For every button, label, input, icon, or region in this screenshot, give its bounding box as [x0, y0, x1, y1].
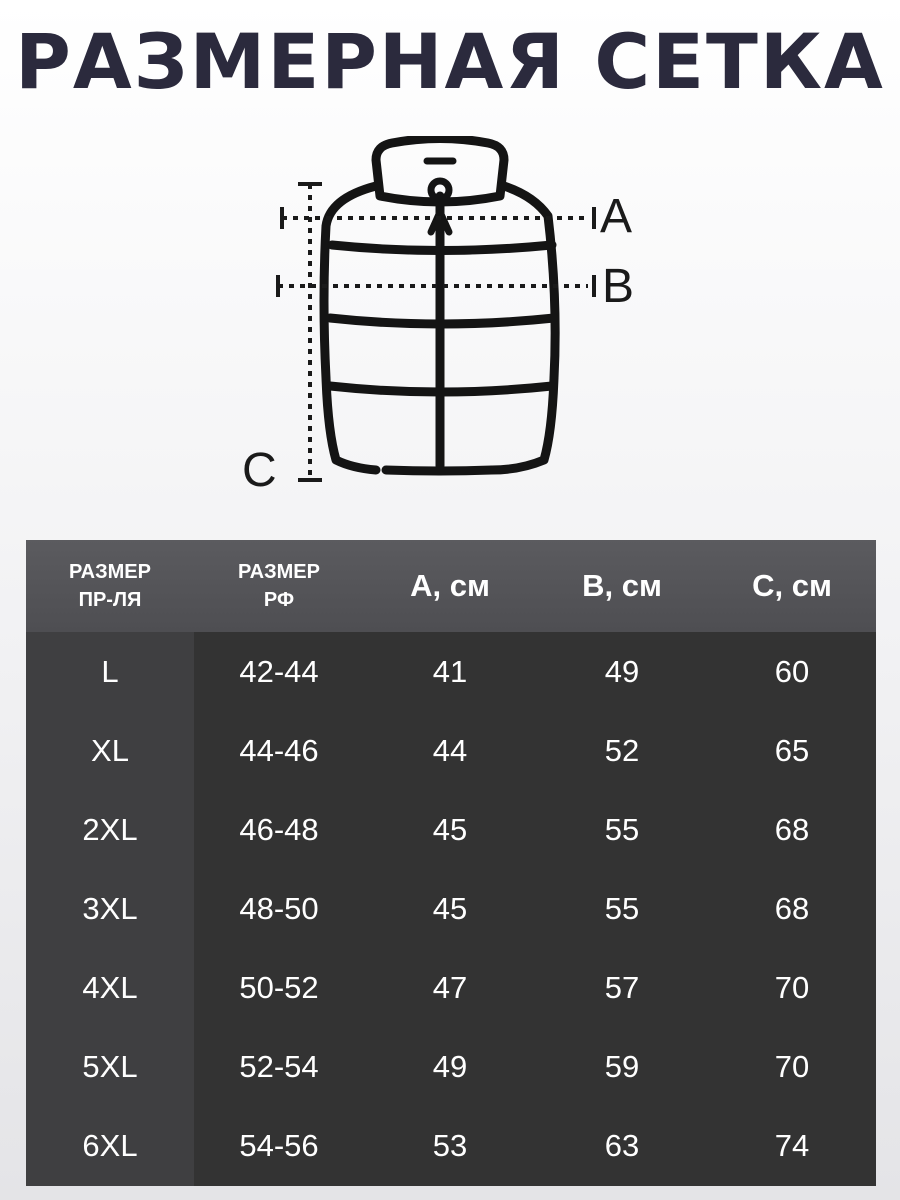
- cell-b: 55: [604, 890, 640, 926]
- cell-b: 57: [604, 969, 640, 1005]
- cell-a: 45: [432, 811, 468, 847]
- header-c: C, см: [752, 568, 832, 603]
- cell-b: 49: [604, 653, 640, 689]
- cell-a: 47: [432, 969, 468, 1005]
- cell-rf: 52-54: [239, 1048, 319, 1084]
- cell-c: 74: [774, 1127, 810, 1163]
- cell-b: 59: [604, 1048, 640, 1084]
- cell-size: XL: [91, 732, 129, 768]
- label-b: B: [602, 260, 635, 313]
- cell-size: L: [101, 653, 119, 689]
- cell-a: 45: [432, 890, 468, 926]
- cell-a: 49: [432, 1048, 468, 1084]
- table-header: [26, 540, 876, 632]
- vest-icon: [230, 136, 670, 496]
- cell-rf: 44-46: [239, 732, 319, 768]
- cell-b: 63: [604, 1127, 640, 1163]
- table-row: [26, 948, 876, 1027]
- cell-c: 68: [774, 890, 810, 926]
- header-size-rf: РАЗМЕР РФ: [238, 561, 320, 611]
- table-row: [26, 1027, 876, 1106]
- cell-rf: 50-52: [239, 969, 319, 1005]
- cell-b: 55: [604, 811, 640, 847]
- cell-rf: 48-50: [239, 890, 319, 926]
- cell-c: 60: [774, 653, 810, 689]
- table-row: [26, 869, 876, 948]
- table-row: [26, 632, 876, 711]
- cell-size: 5XL: [82, 1048, 138, 1084]
- cell-size: 4XL: [82, 969, 138, 1005]
- cell-c: 70: [774, 969, 810, 1005]
- table-row: [26, 790, 876, 869]
- cell-c: 65: [774, 732, 810, 768]
- table-row: [26, 1106, 876, 1185]
- page-title: РАЗМЕРНАЯ СЕТКА: [15, 17, 885, 106]
- cell-b: 52: [604, 732, 640, 768]
- cell-rf: 54-56: [239, 1127, 319, 1163]
- cell-size: 6XL: [82, 1127, 138, 1163]
- cell-rf: 46-48: [239, 811, 319, 847]
- cell-a: 44: [432, 732, 468, 768]
- label-c: C: [242, 444, 277, 496]
- cell-c: 70: [774, 1048, 810, 1084]
- header-a: A, см: [410, 568, 490, 603]
- size-table: [26, 540, 876, 1186]
- cell-size: 2XL: [82, 811, 138, 847]
- header-size-manufacturer: РАЗМЕР ПР-ЛЯ: [69, 561, 151, 611]
- cell-rf: 42-44: [239, 653, 319, 689]
- table-row: [26, 711, 876, 790]
- cell-a: 41: [432, 653, 468, 689]
- cell-c: 68: [774, 811, 810, 847]
- cell-a: 53: [432, 1127, 468, 1163]
- cell-size: 3XL: [82, 890, 138, 926]
- label-a: A: [600, 190, 633, 243]
- header-b: B, см: [582, 568, 662, 603]
